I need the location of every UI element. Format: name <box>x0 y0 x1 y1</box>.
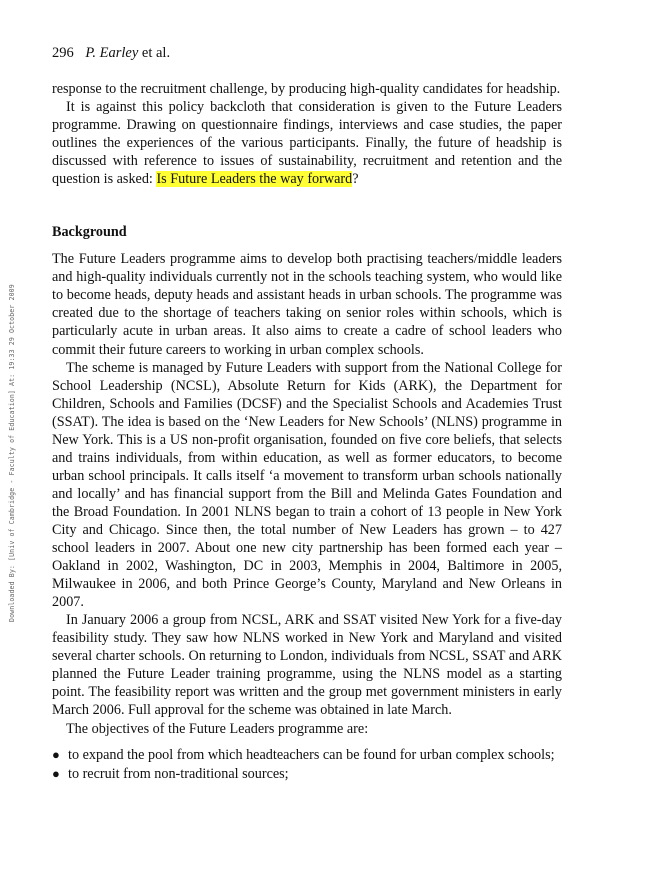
download-watermark: Downloaded By: [Univ of Cambridge - Faculty of Education] At: 19:33 29 October 2009 <box>8 284 16 622</box>
body-text <box>52 80 562 784</box>
running-head <box>52 44 170 62</box>
list-item-text: to recruit from non-traditional sources; <box>68 765 289 782</box>
background-paragraph-1: The Future Leaders programme aims to develop both practising teachers/middle leaders and high-quality individuals currently not in the schools teaching system, who would like to become heads, deputy heads and assistant heads in urban schools. The programme was created due to the shortage of teachers taking on senior roles within schools, which is particularly acute in urban areas. It also aims to create a cadre of school leaders who commit their future careers to working in urban complex schools. <box>52 251 562 358</box>
background-paragraph-4: The objectives of the Future Leaders programme are: <box>66 720 369 737</box>
section-heading-background: Background <box>52 224 127 241</box>
bullet-icon: ● <box>52 765 60 781</box>
highlighted-question: Is Future Leaders the way forward <box>156 171 353 188</box>
running-head-authors: P. Earley <box>85 45 139 61</box>
page-number: 296 <box>52 45 74 61</box>
background-paragraph-2: The scheme is managed by Future Leaders with support from the National College for School Leadership (NCSL), Absolute Return for Kids (ARK), the Department for Children, Schools and Families (DCSF) and the Specialist Schools and Academies Trust (SSAT). The idea is based on the ‘New Leaders for New Schools’ (NLNS) programme in New York. This is a US non-profit organisation, founded on five core beliefs, that selects and trains individuals, from within education, as well as former educators, to become urban school principals. It calls itself ‘a movement to transform urban schools nationally and locally’ and has financial support from the Bill and Melinda Gates Foundation and the Broad Foundation. In 2001 NLNS began to train a cohort of 13 people in New York City and Chicago. Since then, the total number of New Leaders has grown – to 427 school leaders in 2007. About one new city partnership has been formed each year – Oakland in 2002, Washington, DC in 2003, Memphis in 2004, Baltimore in 2005, Milwaukee in 2006, and both Prince George’s County, Maryland and New Orleans in 2007. <box>52 359 562 611</box>
list-item <box>52 746 562 764</box>
intro-paragraph-2 <box>52 98 562 188</box>
list-item <box>52 765 562 783</box>
question-mark: ? <box>352 171 359 188</box>
intro-paragraph-2-text: It is against this policy backcloth that consideration is given to the Future Leaders programme. Drawing on questionnaire findings, interviews and case studies, the paper outlines the experiences of the various participants. Finally, the future of headship is discussed with reference to issues of sustainability, recruitment and retention and the question is asked: <box>52 99 562 188</box>
background-paragraph-3: In January 2006 a group from NCSL, ARK and SSAT visited New York for a five-day feasibility study. They saw how NLNS worked in New York and Maryland and visited several charter schools. On returning to London, individuals from NCSL, SSAT and ARK planned the Future Leader training programme, using the NLNS model as a starting point. The feasibility report was written and the group met government ministers in early March 2006. Full approval for the scheme was obtained in late March. <box>52 612 562 719</box>
bullet-icon: ● <box>52 746 60 762</box>
objectives-list <box>52 746 562 783</box>
running-head-etal: et al. <box>141 45 171 61</box>
list-item-text: to expand the pool from which headteachers can be found for urban complex schools; <box>68 746 555 763</box>
intro-paragraph-1: response to the recruitment challenge, by producing high-quality candidates for headship. <box>52 81 561 97</box>
